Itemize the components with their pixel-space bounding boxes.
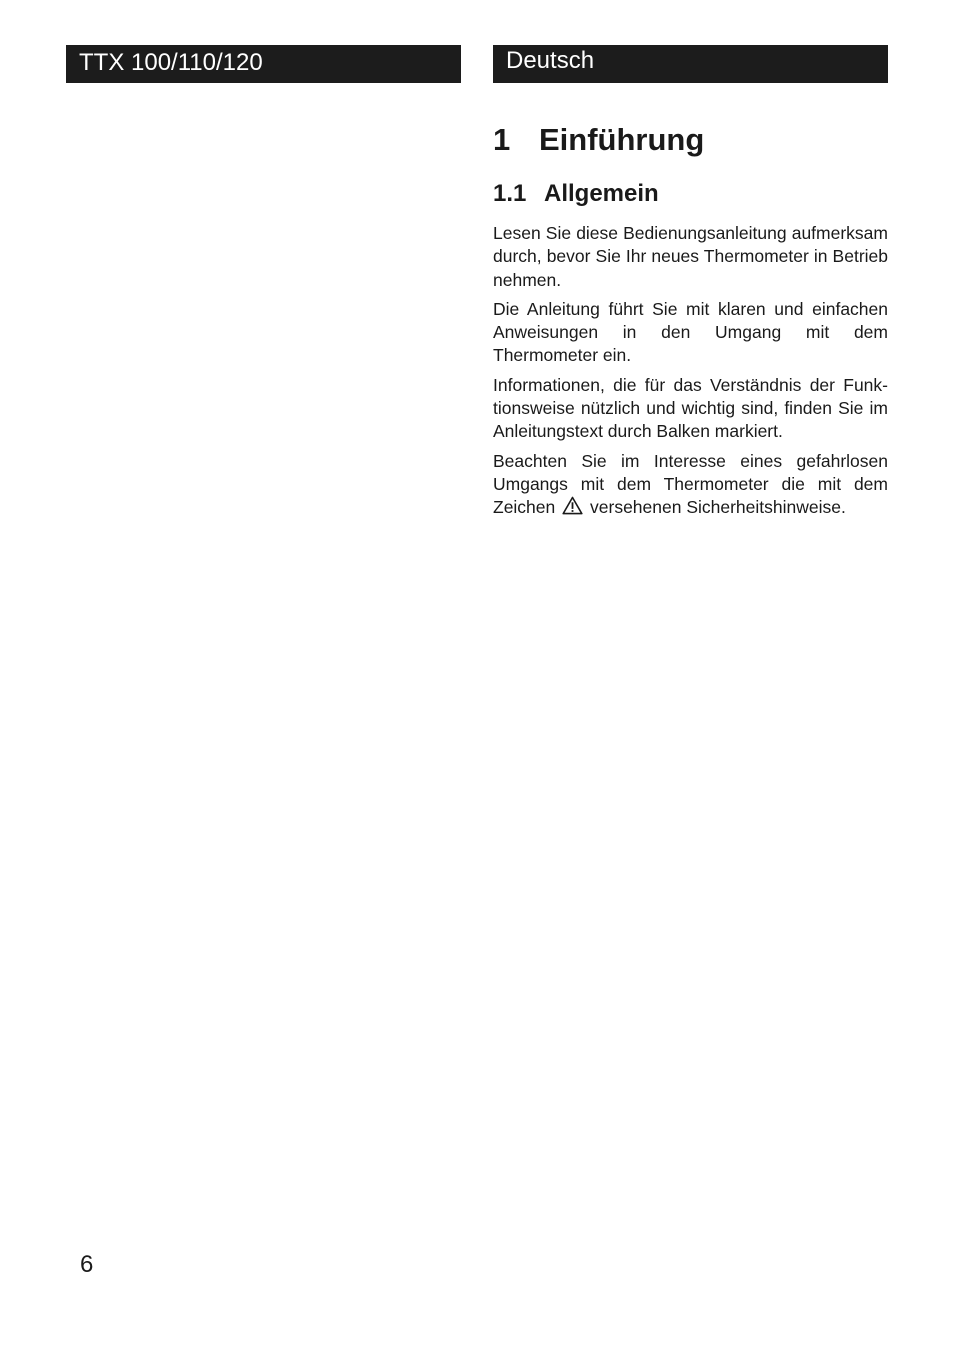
header-language-bar (493, 45, 888, 83)
subsection-heading (493, 177, 888, 211)
header-model-title: TTX 100/110/120 (79, 49, 263, 76)
paragraph-intro: Lesen Sie diese Bedienungsanleitung aufmerksam durch, bevor Sie Ihr neues Thermometer in Betrieb nehmen. (493, 223, 888, 290)
section-heading (493, 118, 888, 162)
paragraph-safety-start: Beachten Sie im Interesse eines gefahrlosen Umgangs mit dem Thermometer die mit dem Zeichen (493, 450, 888, 518)
header-language-title: Deutsch (506, 47, 595, 74)
paragraph-instructions: Die Anleitung führt Sie mit klaren und einfachen Anweisungen in den Umgang mit dem Thermometer ein. (493, 298, 888, 366)
header-model-bar (66, 45, 461, 83)
section-title: Einführung (539, 122, 705, 157)
subsection-number: 1.1 (493, 180, 527, 207)
paragraph-safety (493, 450, 888, 522)
paragraph-safety-end: versehenen Sicherheitshinweise. (590, 497, 846, 518)
warning-triangle-icon (562, 496, 583, 521)
page-number: 6 (80, 1251, 94, 1278)
content-column (493, 118, 888, 522)
paragraph-information: Informationen, die für das Verständnis der Funktionsweise nützlich und wichtig sind, finden Sie im Anleitungstext durch Balken markiert. (493, 374, 888, 442)
subsection-title: Allgemein (544, 180, 659, 207)
section-number: 1 (493, 122, 511, 157)
